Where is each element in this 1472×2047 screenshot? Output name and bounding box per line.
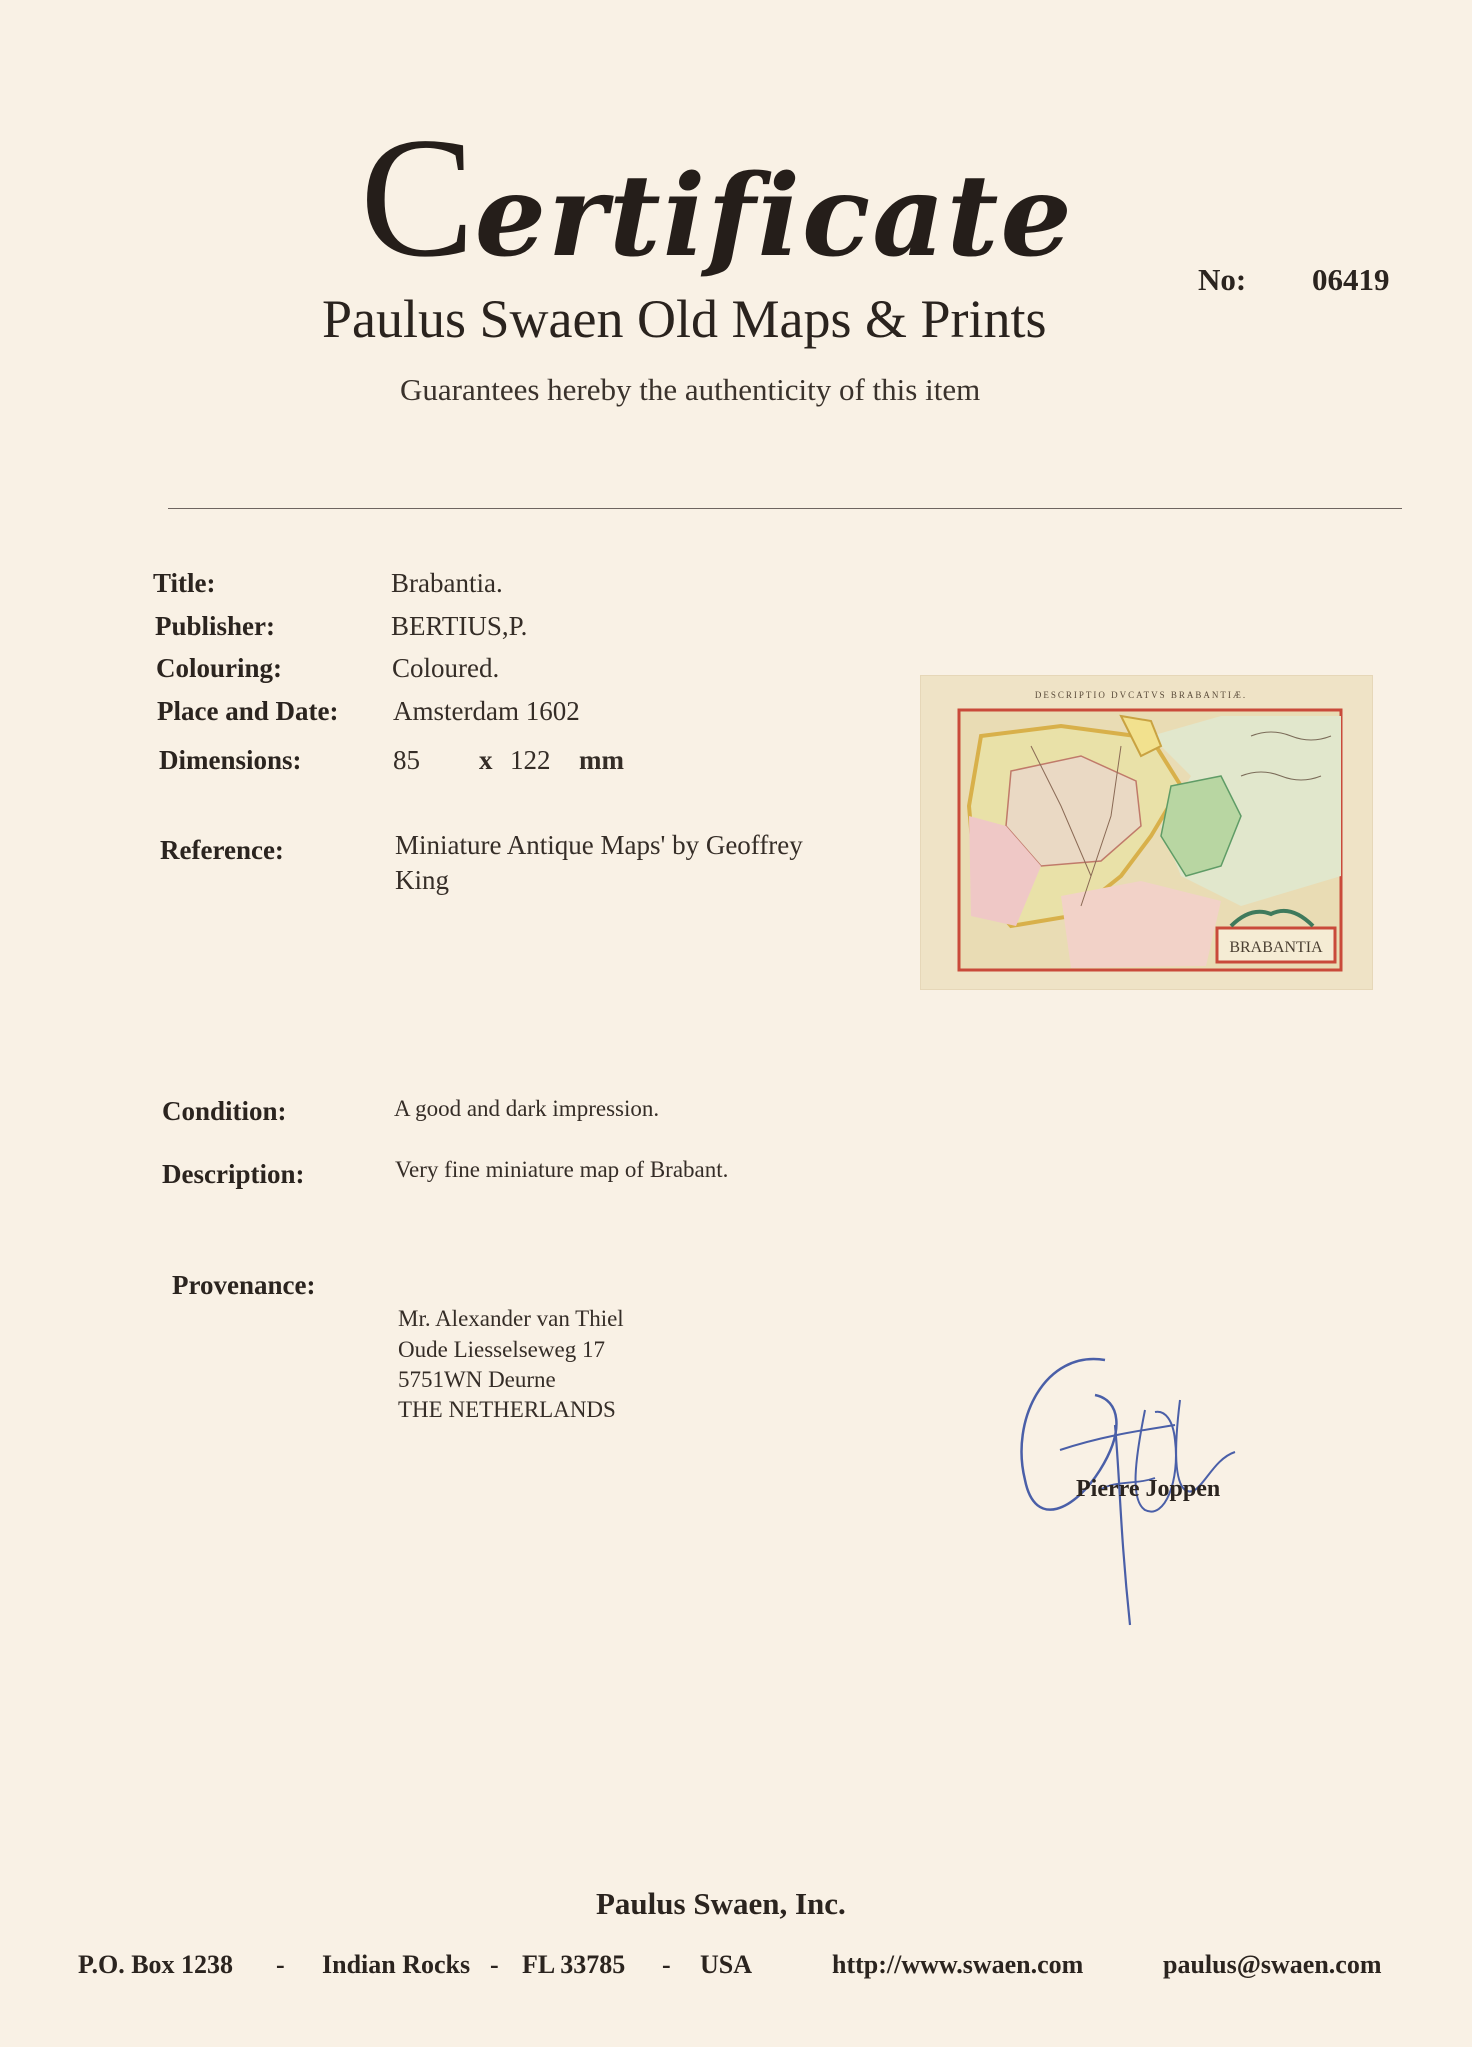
guarantee-statement: Guarantees hereby the authenticity of this item — [400, 372, 981, 407]
dimensions-unit: mm — [579, 745, 624, 775]
footer-separator-2: - — [490, 1950, 499, 1979]
footer-city: Indian Rocks — [322, 1950, 471, 1979]
reference-label: Reference: — [160, 835, 284, 865]
footer-po-box: P.O. Box 1238 — [78, 1950, 234, 1979]
provenance-line-2: Oude Liesselseweg 17 — [398, 1337, 605, 1362]
dimensions-width: 85 — [393, 745, 420, 775]
footer-website-link[interactable]: http://www.swaen.com — [832, 1950, 1084, 1979]
map-header-text: DESCRIPTIO DVCATVS BRABANTIÆ. — [1034, 690, 1248, 700]
dimensions-height: 122 — [510, 745, 551, 775]
colouring-label: Colouring: — [156, 653, 283, 683]
place-date-label: Place and Date: — [157, 696, 339, 726]
condition-value: A good and dark impression. — [394, 1096, 660, 1121]
provenance-line-4: THE NETHERLANDS — [398, 1397, 616, 1422]
footer-separator-1: - — [276, 1950, 285, 1979]
publisher-label: Publisher: — [155, 611, 276, 641]
title-value: Brabantia. — [391, 568, 503, 598]
footer-zip: FL 33785 — [522, 1950, 626, 1979]
title-label: Title: — [153, 568, 216, 598]
reference-value-line2: King — [395, 865, 449, 895]
footer-country: USA — [700, 1950, 753, 1979]
condition-label: Condition: — [162, 1096, 287, 1126]
description-label: Description: — [162, 1159, 305, 1189]
reference-value-line1: Miniature Antique Maps' by Geoffrey — [395, 830, 803, 860]
description-value: Very fine miniature map of Brabant. — [395, 1157, 729, 1182]
certificate-number: 06419 — [1312, 262, 1390, 297]
company-name: Paulus Swaen Old Maps & Prints — [322, 289, 1047, 349]
provenance-line-1: Mr. Alexander van Thiel — [398, 1306, 624, 1331]
footer-company-name: Paulus Swaen, Inc. — [596, 1886, 846, 1921]
publisher-value: BERTIUS,P. — [391, 611, 528, 641]
certificate-title-initial: C — [360, 103, 475, 293]
footer-email-link[interactable]: paulus@swaen.com — [1163, 1950, 1382, 1979]
dimensions-label: Dimensions: — [159, 745, 302, 775]
map-illustration — [921, 676, 1372, 989]
map-thumbnail — [921, 676, 1372, 989]
certificate-title — [360, 103, 1074, 293]
header-divider — [168, 508, 1402, 509]
dimensions-separator: x — [479, 745, 493, 775]
provenance-label: Provenance: — [172, 1270, 316, 1300]
place-date-value: Amsterdam 1602 — [393, 696, 580, 726]
certificate-title-rest: ertificate — [474, 151, 1074, 282]
provenance-line-3: 5751WN Deurne — [398, 1367, 556, 1392]
footer-separator-3: - — [662, 1950, 671, 1979]
colouring-value: Coloured. — [392, 653, 500, 683]
certificate-number-label: No: — [1198, 262, 1247, 297]
map-cartouche-text: BRABANTIA — [1229, 939, 1323, 956]
signatory-name: Pierre Joppen — [1076, 1476, 1221, 1502]
